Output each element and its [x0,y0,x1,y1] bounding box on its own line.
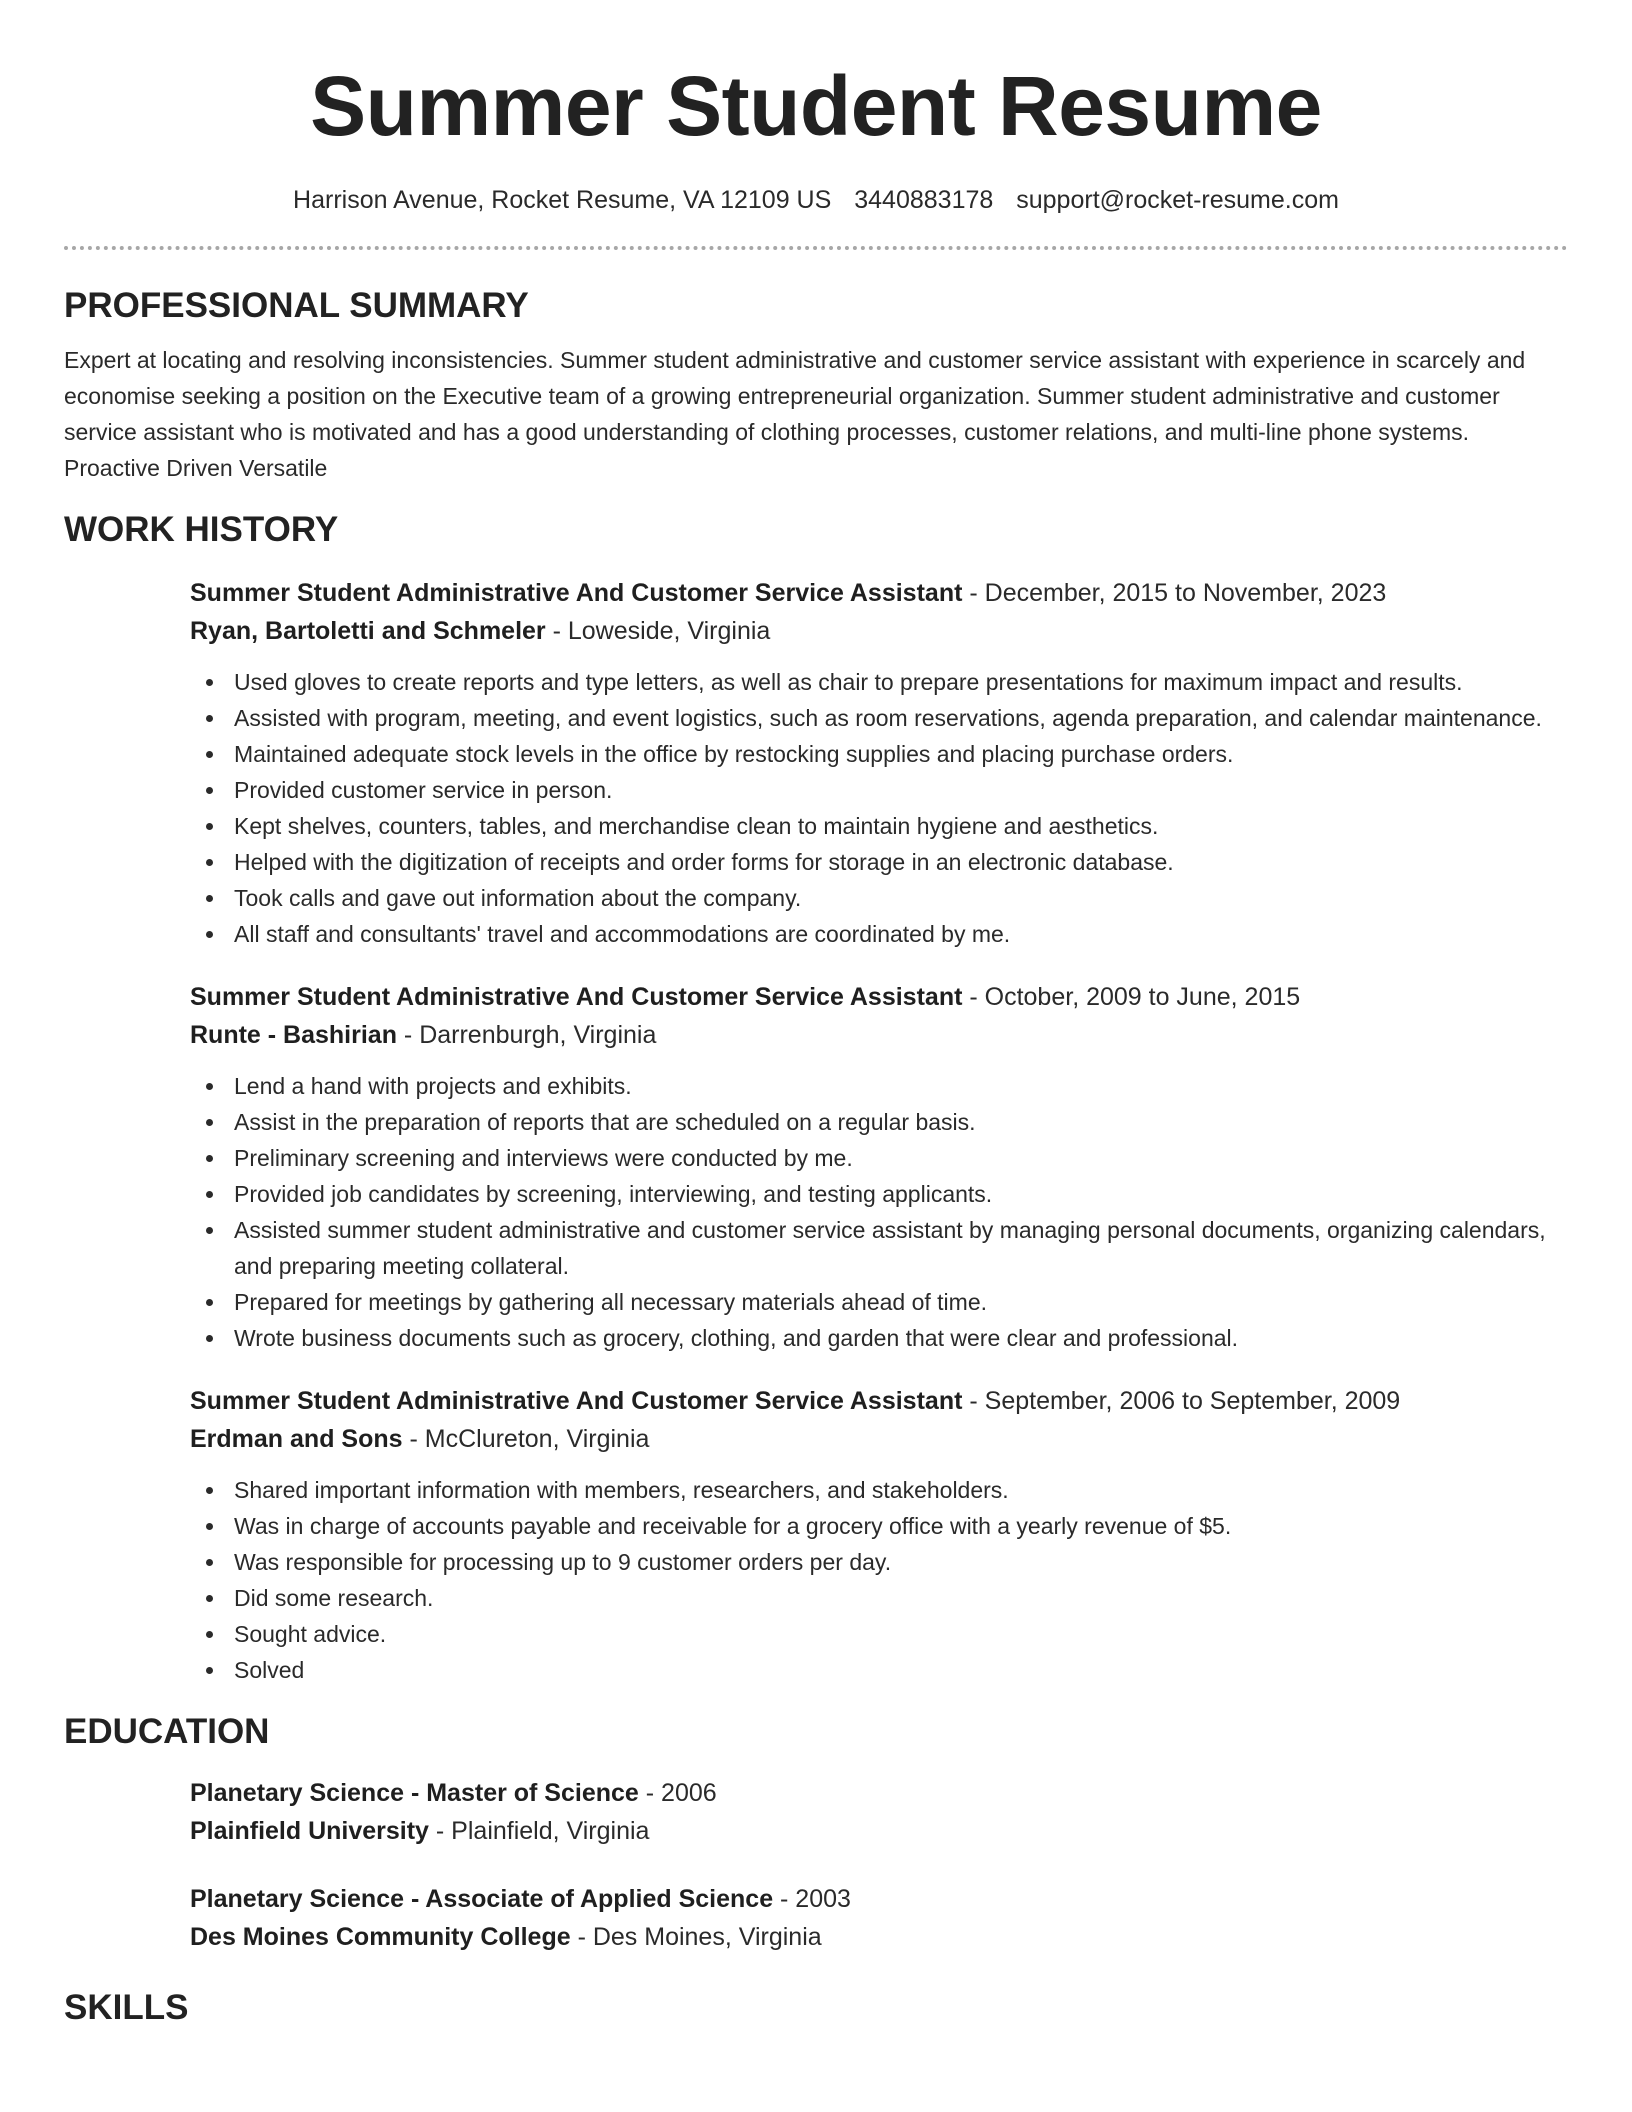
job-entry [190,1382,1568,1688]
job-duty: Shared important information with members, researchers, and stakeholders. [234,1472,1568,1508]
job-company-line [190,612,1568,650]
education-school-line [190,1812,1568,1850]
education-entry [190,1880,1568,1956]
education-section [64,1710,1568,1956]
job-duties-list [190,1472,1568,1688]
job-company-line [190,1016,1568,1054]
header-divider [64,246,1568,250]
education-school: Plainfield University [190,1817,429,1845]
job-duty: Took calls and gave out information about the company. [234,880,1568,916]
education-location: - Des Moines, Virginia [570,1923,822,1951]
resume-page [64,0,1568,2030]
job-duty: Solved [234,1652,1568,1688]
job-duty: Assisted summer student administrative and customer service assistant by managing personal documents, organizing calendars, and preparing meeting collateral. [234,1212,1568,1284]
job-duty: Maintained adequate stock levels in the office by restocking supplies and placing purchase orders. [234,736,1568,772]
job-duty: Prepared for meetings by gathering all necessary materials ahead of time. [234,1284,1568,1320]
job-duty: Did some research. [234,1580,1568,1616]
skills-heading: SKILLS [64,1988,189,2027]
job-location: - Darrenburgh, Virginia [396,1021,657,1049]
job-company: Erdman and Sons [190,1425,403,1453]
job-title-line [190,574,1568,612]
job-duty: Provided job candidates by screening, interviewing, and testing applicants. [234,1176,1568,1212]
job-duty: Sought advice. [234,1616,1568,1652]
job-title-line [190,1382,1568,1420]
summary-section [64,284,1568,486]
job-duty: Wrote business documents such as grocery, clothing, and garden that were clear and professional. [234,1320,1568,1356]
job-location: - Loweside, Virginia [545,617,771,645]
education-year: - 2006 [638,1779,717,1807]
job-entry [190,574,1568,952]
job-location: - McClureton, Virginia [402,1425,650,1453]
resume-title: Summer Student Resume [310,59,1322,153]
contact-email: support@rocket-resume.com [1016,186,1339,214]
job-title-line [190,978,1568,1016]
job-duty: Assisted with program, meeting, and event logistics, such as room reservations, agenda preparation, and calendar maintenance. [234,700,1568,736]
job-company: Ryan, Bartoletti and Schmeler [190,617,546,645]
job-title: Summer Student Administrative And Customer Service Assistant [190,983,963,1011]
job-company: Runte - Bashirian [190,1021,397,1049]
job-duty: All staff and consultants' travel and accommodations are coordinated by me. [234,916,1568,952]
education-entry [190,1774,1568,1850]
job-duty: Was in charge of accounts payable and receivable for a grocery office with a yearly revenue of $5. [234,1508,1568,1544]
work-section [64,508,1568,1688]
job-duty: Helped with the digitization of receipts and order forms for storage in an electronic database. [234,844,1568,880]
contact-phone: 3440883178 [854,186,994,214]
summary-heading: PROFESSIONAL SUMMARY [64,286,529,325]
job-duty: Assist in the preparation of reports that are scheduled on a regular basis. [234,1104,1568,1140]
job-title: Summer Student Administrative And Customer Service Assistant [190,1387,963,1415]
skills-section [64,1986,1568,2030]
job-dates: - October, 2009 to June, 2015 [962,983,1301,1011]
education-heading: EDUCATION [64,1712,270,1751]
work-heading: WORK HISTORY [64,510,339,549]
job-duty: Preliminary screening and interviews were conducted by me. [234,1140,1568,1176]
education-degree-line [190,1880,1568,1918]
education-degree: Planetary Science - Associate of Applied Science [190,1885,774,1913]
education-year: - 2003 [773,1885,851,1913]
job-duty: Kept shelves, counters, tables, and merchandise clean to maintain hygiene and aesthetics. [234,808,1568,844]
job-company-line [190,1420,1568,1458]
job-duties-list [190,664,1568,952]
education-location: - Plainfield, Virginia [428,1817,650,1845]
job-dates: - December, 2015 to November, 2023 [962,579,1387,607]
education-school: Des Moines Community College [190,1923,571,1951]
summary-text: Expert at locating and resolving inconsistencies. Summer student administrative and customer service assistant with experience in scarcely and economise seeking a position on the Executive team of a growing entrepreneurial organization. Summer student administrative and customer service assistant who is motivated and has a good understanding of clothing processes, customer relations, and multi-line phone systems. Proactive Driven Versatile [64,347,1526,481]
education-degree-line [190,1774,1568,1812]
job-duties-list [190,1068,1568,1356]
contact-address: Harrison Avenue, Rocket Resume, VA 12109 US [293,186,832,214]
job-duty: Was responsible for processing up to 9 customer orders per day. [234,1544,1568,1580]
job-title: Summer Student Administrative And Customer Service Assistant [190,579,963,607]
education-school-line [190,1918,1568,1956]
job-duty: Lend a hand with projects and exhibits. [234,1068,1568,1104]
education-degree: Planetary Science - Master of Science [190,1779,639,1807]
job-dates: - September, 2006 to September, 2009 [962,1387,1401,1415]
job-duty: Used gloves to create reports and type letters, as well as chair to prepare presentations for maximum impact and results. [234,664,1568,700]
contact-line [64,184,1568,216]
job-duty: Provided customer service in person. [234,772,1568,808]
job-entry [190,978,1568,1356]
